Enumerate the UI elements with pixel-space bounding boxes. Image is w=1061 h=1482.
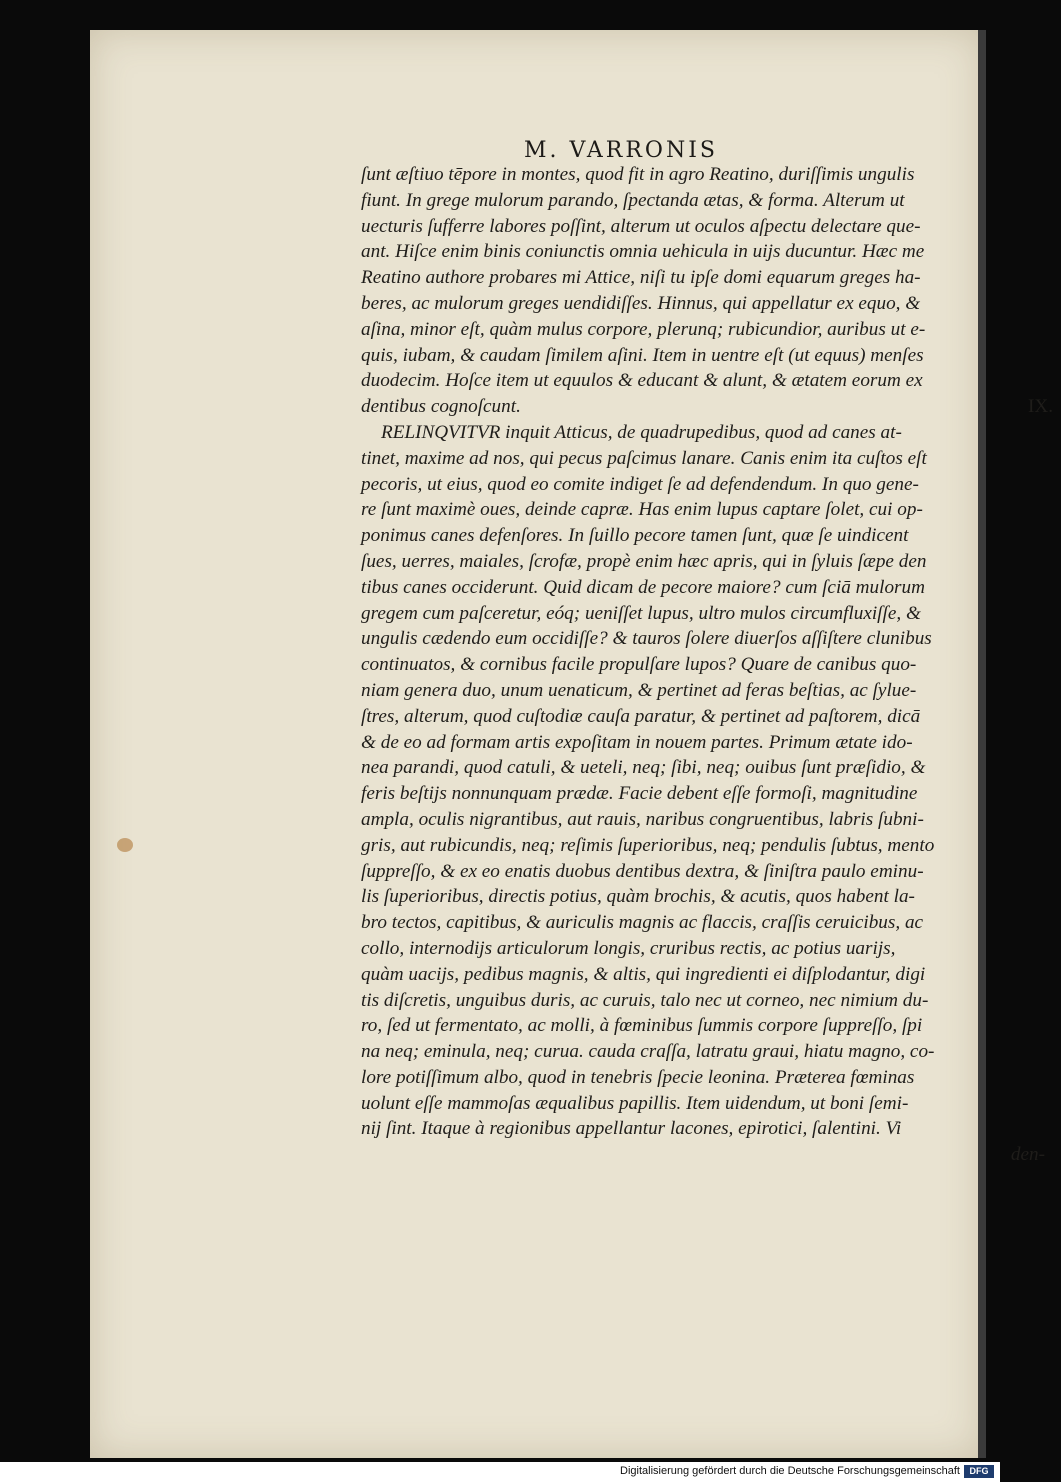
digitization-footer — [0, 1462, 1000, 1482]
text-line: nea parandi, quod catuli, & ueteli, neq; ſibi, neq; ouibus ſunt præſidio, & — [361, 757, 926, 779]
text-line: bro tectos, capitibus, & auriculis magnis ac flaccis, craſſis ceruicibus, ac — [361, 912, 924, 934]
text-line: continuatos, & cornibus facile propulſare lupos? Quare de canibus quo- — [361, 654, 917, 676]
text-line: & de eo ad formam artis expoſitam in nouem partes. Primum ætate ido- — [361, 731, 913, 753]
text-line: tis diſcretis, unguibus duris, ac curuis, talo nec ut corneo, nec nimium du- — [361, 989, 929, 1011]
text-line: uolunt eſſe mammoſas æqualibus papillis. Item uidendum, ut boni ſemi- — [361, 1092, 909, 1114]
paper-stain — [117, 838, 133, 852]
book-page — [90, 30, 1053, 1458]
text-line: ungulis cædendo eum occidiſſe? & tauros ſolere diuerſos aſſiſtere clunibus — [361, 628, 932, 650]
text-line: ant. Hiſce enim binis coniunctis omnia uehicula in uijs ducuntur. Hæc me — [361, 241, 925, 263]
text-line: pecoris, ut eius, quod eo comite indiget ſe ad defendendum. In quo gene- — [361, 473, 919, 495]
text-line: re ſunt maximè oues, deinde capræ. Has enim lupus captare ſolet, cui op- — [361, 499, 923, 521]
text-line: Reatino authore probares mi Attice, niſi tu ipſe domi equarum greges ha- — [361, 267, 921, 289]
text-line: ſuppreſſo, & ex eo enatis duobus dentibus dextra, & ſiniſtra paulo eminu- — [361, 860, 924, 882]
text-line: dentibus cognoſcunt. — [361, 396, 521, 418]
text-line: ro, ſed ut fermentato, ac molli, à fœminibus ſummis corpore ſuppreſſo, ſpi — [361, 1015, 923, 1037]
text-line: na neq; eminula, neq; curua. cauda craſſa, latratu graui, hiatu magno, co- — [361, 1041, 935, 1063]
funding-credit: Digitalisierung gefördert durch die Deutsche Forschungsgemeinschaft — [620, 1465, 960, 1477]
text-line: lis ſuperioribus, directis potius, quàm brochis, & acutis, quos habent la- — [361, 886, 915, 908]
text-line: tibus canes occiderunt. Quid dicam de pecore maiore? cum ſciā mulorum — [361, 576, 925, 598]
text-line: quis, iubam, & caudam ſimilem aſini. Item in uentre eſt (ut equus) menſes — [361, 344, 924, 366]
text-line: gregem cum paſceretur, eóq; ueniſſet lupus, ultro mulos circumfluxiſſe, & — [361, 602, 921, 624]
chapter-number: IX. — [1027, 396, 1053, 418]
text-line: beres, ac mulorum greges uendidiſſes. Hinnus, qui appellatur ex equo, & — [361, 292, 921, 314]
dfg-logo-icon: DFG — [964, 1465, 994, 1478]
text-line: nij ſint. Itaque à regionibus appellantur lacones, epirotici, ſalentini. Vi — [361, 1118, 902, 1140]
body-text — [361, 162, 1061, 1168]
text-line: ponimus canes defenſores. In ſuillo pecore tamen ſunt, quæ ſe uindicent — [361, 525, 909, 547]
text-line-with-chapter — [361, 394, 1061, 420]
text-line: ampla, oculis nigrantibus, aut rauis, naribus congruentibus, labris ſubni- — [361, 808, 924, 830]
text-line: feris beſtijs nonnunquam prædæ. Facie debent eſſe formoſi, magnitudine — [361, 783, 918, 805]
page-edge — [978, 30, 986, 1458]
text-line: lore potiſſimum albo, quod in tenebris ſpecie leonina. Præterea fœminas — [361, 1066, 915, 1088]
text-line: gris, aut rubicundis, neq; reſimis ſuperioribus, neq; pendulis ſubtus, mento — [361, 834, 935, 856]
text-line: tinet, maxime ad nos, qui pecus paſcimus lanare. Canis enim ita cuſtos eſt — [361, 447, 927, 469]
text-line: fiunt. In grege mulorum parando, ſpectanda ætas, & forma. Alterum ut — [361, 189, 905, 211]
text-line: niam genera duo, unum uenaticum, & pertinet ad feras beſtias, ac ſylue- — [361, 679, 917, 701]
text-line: ſtres, alterum, quod cuſtodiæ cauſa paratur, & pertinet ad paſtorem, dicā — [361, 705, 921, 727]
text-line: ſues, uerres, maiales, ſcrofæ, propè enim hæc apris, qui in ſyluis ſæpe den — [361, 550, 927, 572]
text-line: quàm uacijs, pedibus magnis, & altis, qui ingredienti ei diſplodantur, digi — [361, 963, 926, 985]
text-line: uecturis ſufferre labores poſſint, alterum ut oculos aſpectu delectare que- — [361, 215, 921, 237]
catchword: den- — [1010, 1144, 1045, 1166]
running-title: M. VARRONIS — [524, 138, 718, 163]
text-line: aſina, minor eſt, quàm mulus corpore, plerunq; rubicundior, auribus ut e- — [361, 318, 926, 340]
text-line: ſunt æſtiuo tēpore in montes, quod fit in agro Reatino, duriſſimis ungulis — [361, 164, 915, 185]
text-line: duodecim. Hoſce item ut equulos & educant & alunt, & ætatem eorum ex — [361, 370, 923, 392]
text-line: RELINQVITVR inquit Atticus, de quadrupedibus, quod ad canes at- — [381, 421, 902, 443]
text-line: collo, internodijs articulorum longis, cruribus rectis, ac potius uarijs, — [361, 937, 896, 959]
